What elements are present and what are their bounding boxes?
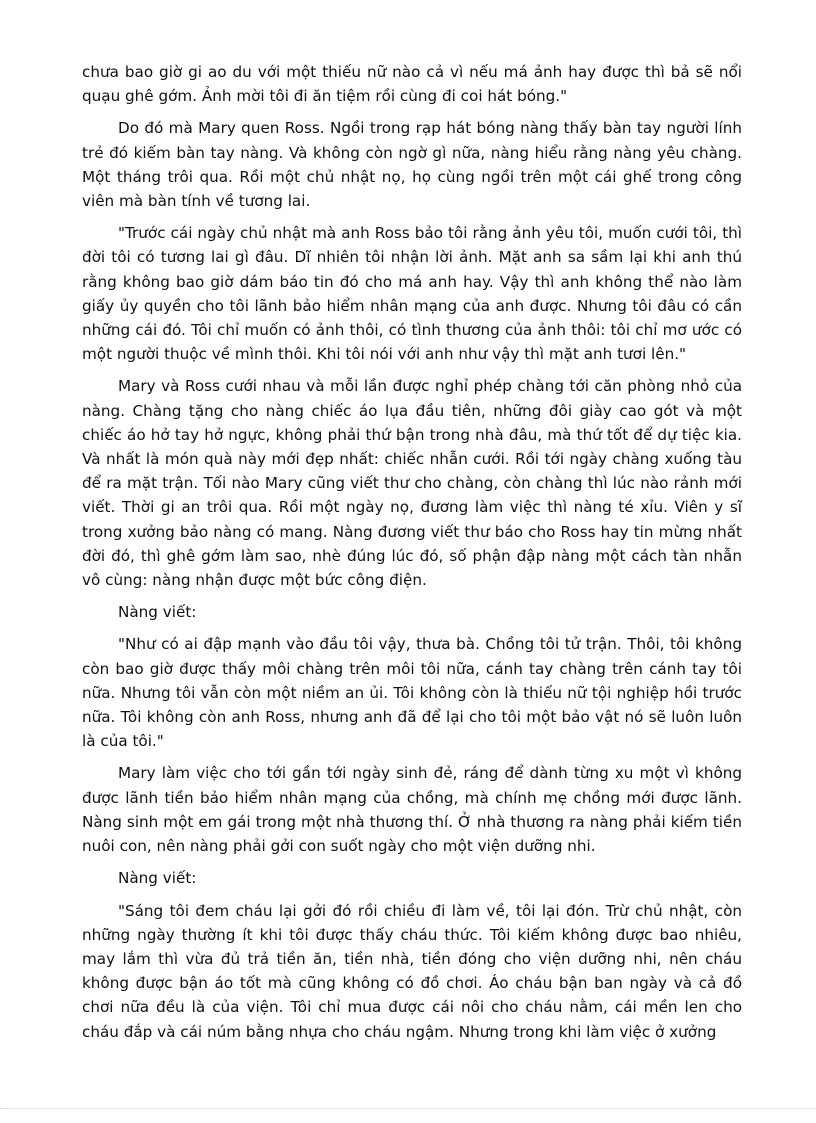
paragraph: Do đó mà Mary quen Ross. Ngồi trong rạp hát bóng nàng thấy bàn tay người lính trẻ đó kiếm bàn tay nàng. Và không còn ngờ gì nữa, nàng hiểu rằng nàng yêu chàng. Một tháng trôi qua. Rồi một chủ nhật nọ, họ cùng ngồi trên một cái ghế trong công viên mà bàn tính về tương lai. [82, 119, 742, 211]
paragraph: Mary làm việc cho tới gần tới ngày sinh đẻ, ráng để dành từng xu một vì không được lãnh tiền bảo hiểm nhân mạng của chồng, mà chính mẹ chồng mới được lãnh. Nàng sinh một em gái trong một nhà thương thí. Ở nhà thương ra nàng phải kiếm tiền nuôi con, nên nàng phải gởi con suốt ngày cho một viện dưỡng nhi. [82, 764, 742, 856]
paragraph-quote: "Như có ai đập mạnh vào đầu tôi vậy, thưa bà. Chồng tôi tử trận. Thôi, tôi không còn bao giờ được thấy môi chàng trên môi tôi nữa, cánh tay chàng trên cánh tay tôi nữa. Nhưng tôi vẫn còn một niềm an ủi. Tôi không còn là thiếu nữ tội nghiệp hồi trước nữa. Tôi không còn anh Ross, nhưng anh đã để lại cho tôi một bảo vật nó sẽ luôn luôn là của tôi." [82, 635, 742, 751]
paragraph-short: Nàng viết: [118, 603, 197, 622]
paragraph-quote: "Sáng tôi đem cháu lại gởi đó rồi chiều đi làm về, tôi lại đón. Trừ chủ nhật, còn những ngày thường ít khi tôi được thấy cháu thức. Tôi kiếm không được bao nhiêu, may lắm thì vừa đủ trả tiền ăn, tiền nhà, tiền đóng cho viện dưỡng nhi, nên cháu không được bận áo tốt mà cũng không có đồ chơi. Áo cháu bận ban ngày và cả đồ chơi nữa đều là của viện. Tôi chỉ mua được cái nôi cho cháu nằm, cái mền len cho cháu đắp và cái núm bằng nhựa cho cháu ngậm. Nhưng trong khi làm việc ở xưởng [82, 901, 742, 1041]
page-bottom-divider [0, 1108, 816, 1109]
paragraph-short: Nàng viết: [118, 869, 197, 888]
paragraph-quote: "Trước cái ngày chủ nhật mà anh Ross bảo tôi rằng ảnh yêu tôi, muốn cưới tôi, thì đời tôi có tương lai gì đâu. Dĩ nhiên tôi nhận lời ảnh. Mặt anh sa sầm lại khi anh thú rằng không bao giờ dám báo tin đó cho má anh hay. Vậy thì anh không thể nào làm giấy ủy quyền cho tôi lãnh bảo hiểm nhân mạng của anh được. Nhưng tôi đâu có cần những cái đó. Tôi chỉ muốn có ảnh thôi, có tình thương của ảnh thôi: tôi chỉ mơ ước có một người thuộc về mình thôi. Khi tôi nói với anh như vậy thì mặt anh tươi lên." [82, 224, 742, 364]
document-body [82, 60, 742, 1052]
paragraph-continuation: chưa bao giờ gi ao du với một thiếu nữ nào cả vì nếu má ảnh hay được thì bả sẽ nổi quạu ghê gớm. Ảnh mời tôi đi ăn tiệm rồi cùng đi coi hát bóng." [82, 63, 742, 106]
paragraph: Mary và Ross cưới nhau và mỗi lần được nghỉ phép chàng tới căn phòng nhỏ của nàng. Chàng tặng cho nàng chiếc áo lụa đầu tiên, những đôi giày cao gót và một chiếc áo hở tay hở ngực, không phải thứ bận trong nhà đâu, mà thứ tốt để dự tiệc kia. Và nhất là món quà này mới đẹp nhất: chiếc nhẫn cưới. Rồi tới ngày chàng xuống tàu để ra mặt trận. Tối nào Mary cũng viết thư cho chàng, còn chàng thì lúc nào rảnh mới viết. Thời gi an trôi qua. Rồi một ngày nọ, đương làm việc thì nàng té xỉu. Viên y sĩ trong xưởng bảo nàng có mang. Nàng đương viết thư báo cho Ross hay tin mừng nhất đời đó, thì ghê gớm làm sao, nhè đúng lúc đó, số phận đập nàng một cách tàn nhẫn vô cùng: nàng nhận được một bức công điện. [82, 377, 742, 590]
